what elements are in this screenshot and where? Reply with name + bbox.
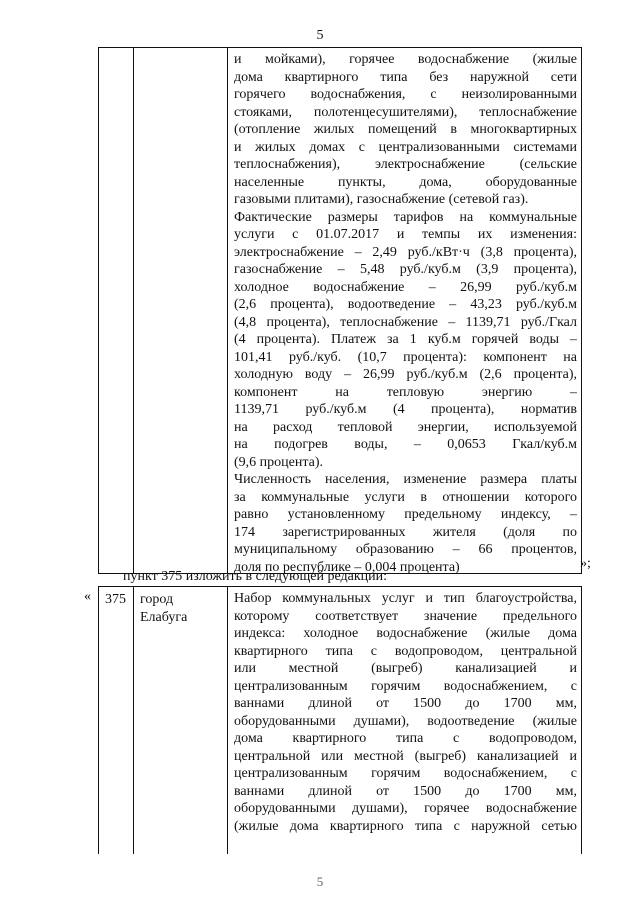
text-line: муниципальному образованию – 66 процентов, xyxy=(234,542,577,557)
text-line: горячего водоснабжения, с неизолированными xyxy=(234,87,577,102)
text-line: (4 процента). Платеж за 1 куб.м горячей воды – xyxy=(234,332,577,347)
text-line: 1139,71 руб./куб.м (4 процента), норматив xyxy=(234,402,577,417)
text-line: которому соответствует значение предельного xyxy=(234,608,577,624)
text-line: дома квартирного типа с водопроводом, xyxy=(234,731,577,746)
footer-page-mark: 5 xyxy=(316,874,324,889)
text-line: 174 зарегистрированных жителя (доля по xyxy=(234,524,577,540)
opening-quote-mark: « xyxy=(84,589,91,604)
text-line: или местной (выгреб) канализацией и xyxy=(234,661,577,676)
number-column xyxy=(99,48,134,573)
text-line: услуги с 01.07.2017 и темпы их изменения: xyxy=(234,227,577,242)
text-line: газовыми плитами), газоснабжение (сетевой газ). xyxy=(234,192,529,207)
description-text xyxy=(228,587,581,835)
municipality-column xyxy=(134,587,228,854)
text-line: холодное водоснабжение – 26,99 руб./куб.м xyxy=(234,279,577,295)
text-line: и жилых домах с централизованными системами xyxy=(234,139,577,155)
text-line: населенные пункты, дома, оборудованные xyxy=(234,174,577,190)
text-line: (9,6 процента). xyxy=(234,454,324,470)
text-line: Набор коммунальных услуг и тип благоустройства, xyxy=(234,591,577,606)
text-line: на подогрев воды, – 0,0653 Гкал/куб.м xyxy=(234,437,577,452)
page-number: 5 xyxy=(316,28,324,43)
text-line: за коммунальные услуги в отношении которого xyxy=(234,489,577,505)
text-line: теплоснабжения), электроснабжение (сельские xyxy=(234,157,577,172)
number-column xyxy=(99,587,134,854)
tariff-table-item-375 xyxy=(98,586,582,854)
text-line: Численность населения, изменение размера платы xyxy=(234,472,577,487)
text-line: (жилые дома квартирного типа с наружной сетью xyxy=(234,818,577,834)
text-line: оборудованными душами), горячее водоснабжение xyxy=(234,801,577,816)
text-line: газоснабжение – 5,48 руб./куб.м (3,9 процента), xyxy=(234,262,577,277)
description-text xyxy=(228,48,581,576)
municipality-column xyxy=(134,48,228,573)
amendment-instruction: пункт 375 изложить в следующей редакции: xyxy=(123,569,387,584)
municipality-name xyxy=(134,587,227,626)
text-line: (2,6 процента), водоотведение – 43,23 руб./куб.м xyxy=(234,297,577,312)
text-line: ваннами длиной от 1500 до 1700 мм, xyxy=(234,783,577,799)
text-line: доля по республике – 0,004 процента) xyxy=(234,559,460,575)
text-line: равно установленному предельному индексу, – xyxy=(234,507,577,522)
text-line: 101,41 руб./куб. (10,7 процента): компонент на xyxy=(234,349,577,365)
text-line: (отопление жилых помещений в многоквартирных xyxy=(234,122,577,137)
text-line: центральной или местной (выгреб) канализацией и xyxy=(234,748,577,764)
text-line: квартирного типа с водопроводом, центральной xyxy=(234,643,577,659)
text-line: централизованным горячим водоснабжением, с xyxy=(234,678,577,694)
text-line: ваннами длиной от 1500 до 1700 мм, xyxy=(234,696,577,711)
item-number: 375 xyxy=(105,592,126,607)
closing-quote-mark: »; xyxy=(580,556,591,571)
description-column xyxy=(228,587,581,854)
text-line: оборудованными душами), водоотведение (жилые xyxy=(234,713,577,729)
text-line: Фактические размеры тарифов на коммунальные xyxy=(234,209,577,225)
text-line: индекса: холодное водоснабжение (жилые дома xyxy=(234,626,577,641)
tariff-table-continued xyxy=(98,47,582,574)
text-line: (4,8 процента), теплоснабжение – 1139,71 руб./Гкал xyxy=(234,314,577,330)
text-line: на расход тепловой энергии, используемой xyxy=(234,419,577,435)
text-line: централизованным горячим водоснабжением, с xyxy=(234,766,577,781)
description-column xyxy=(228,48,581,573)
text-line: электроснабжение – 2,49 руб./кВт·ч (3,8 процента), xyxy=(234,244,577,260)
municipality-name-line: город xyxy=(140,592,174,607)
text-line: и мойками), горячее водоснабжение (жилые xyxy=(234,52,577,67)
text-line: дома квартирного типа без наружной сети xyxy=(234,69,577,85)
municipality-name-line: Елабуга xyxy=(140,609,188,625)
text-line: стояками, полотенцесушителями), теплоснабжение xyxy=(234,104,577,120)
text-line: компонент на тепловую энергию – xyxy=(234,384,577,400)
text-line: холодную воду – 26,99 руб./куб.м (2,6 процента), xyxy=(234,367,577,382)
